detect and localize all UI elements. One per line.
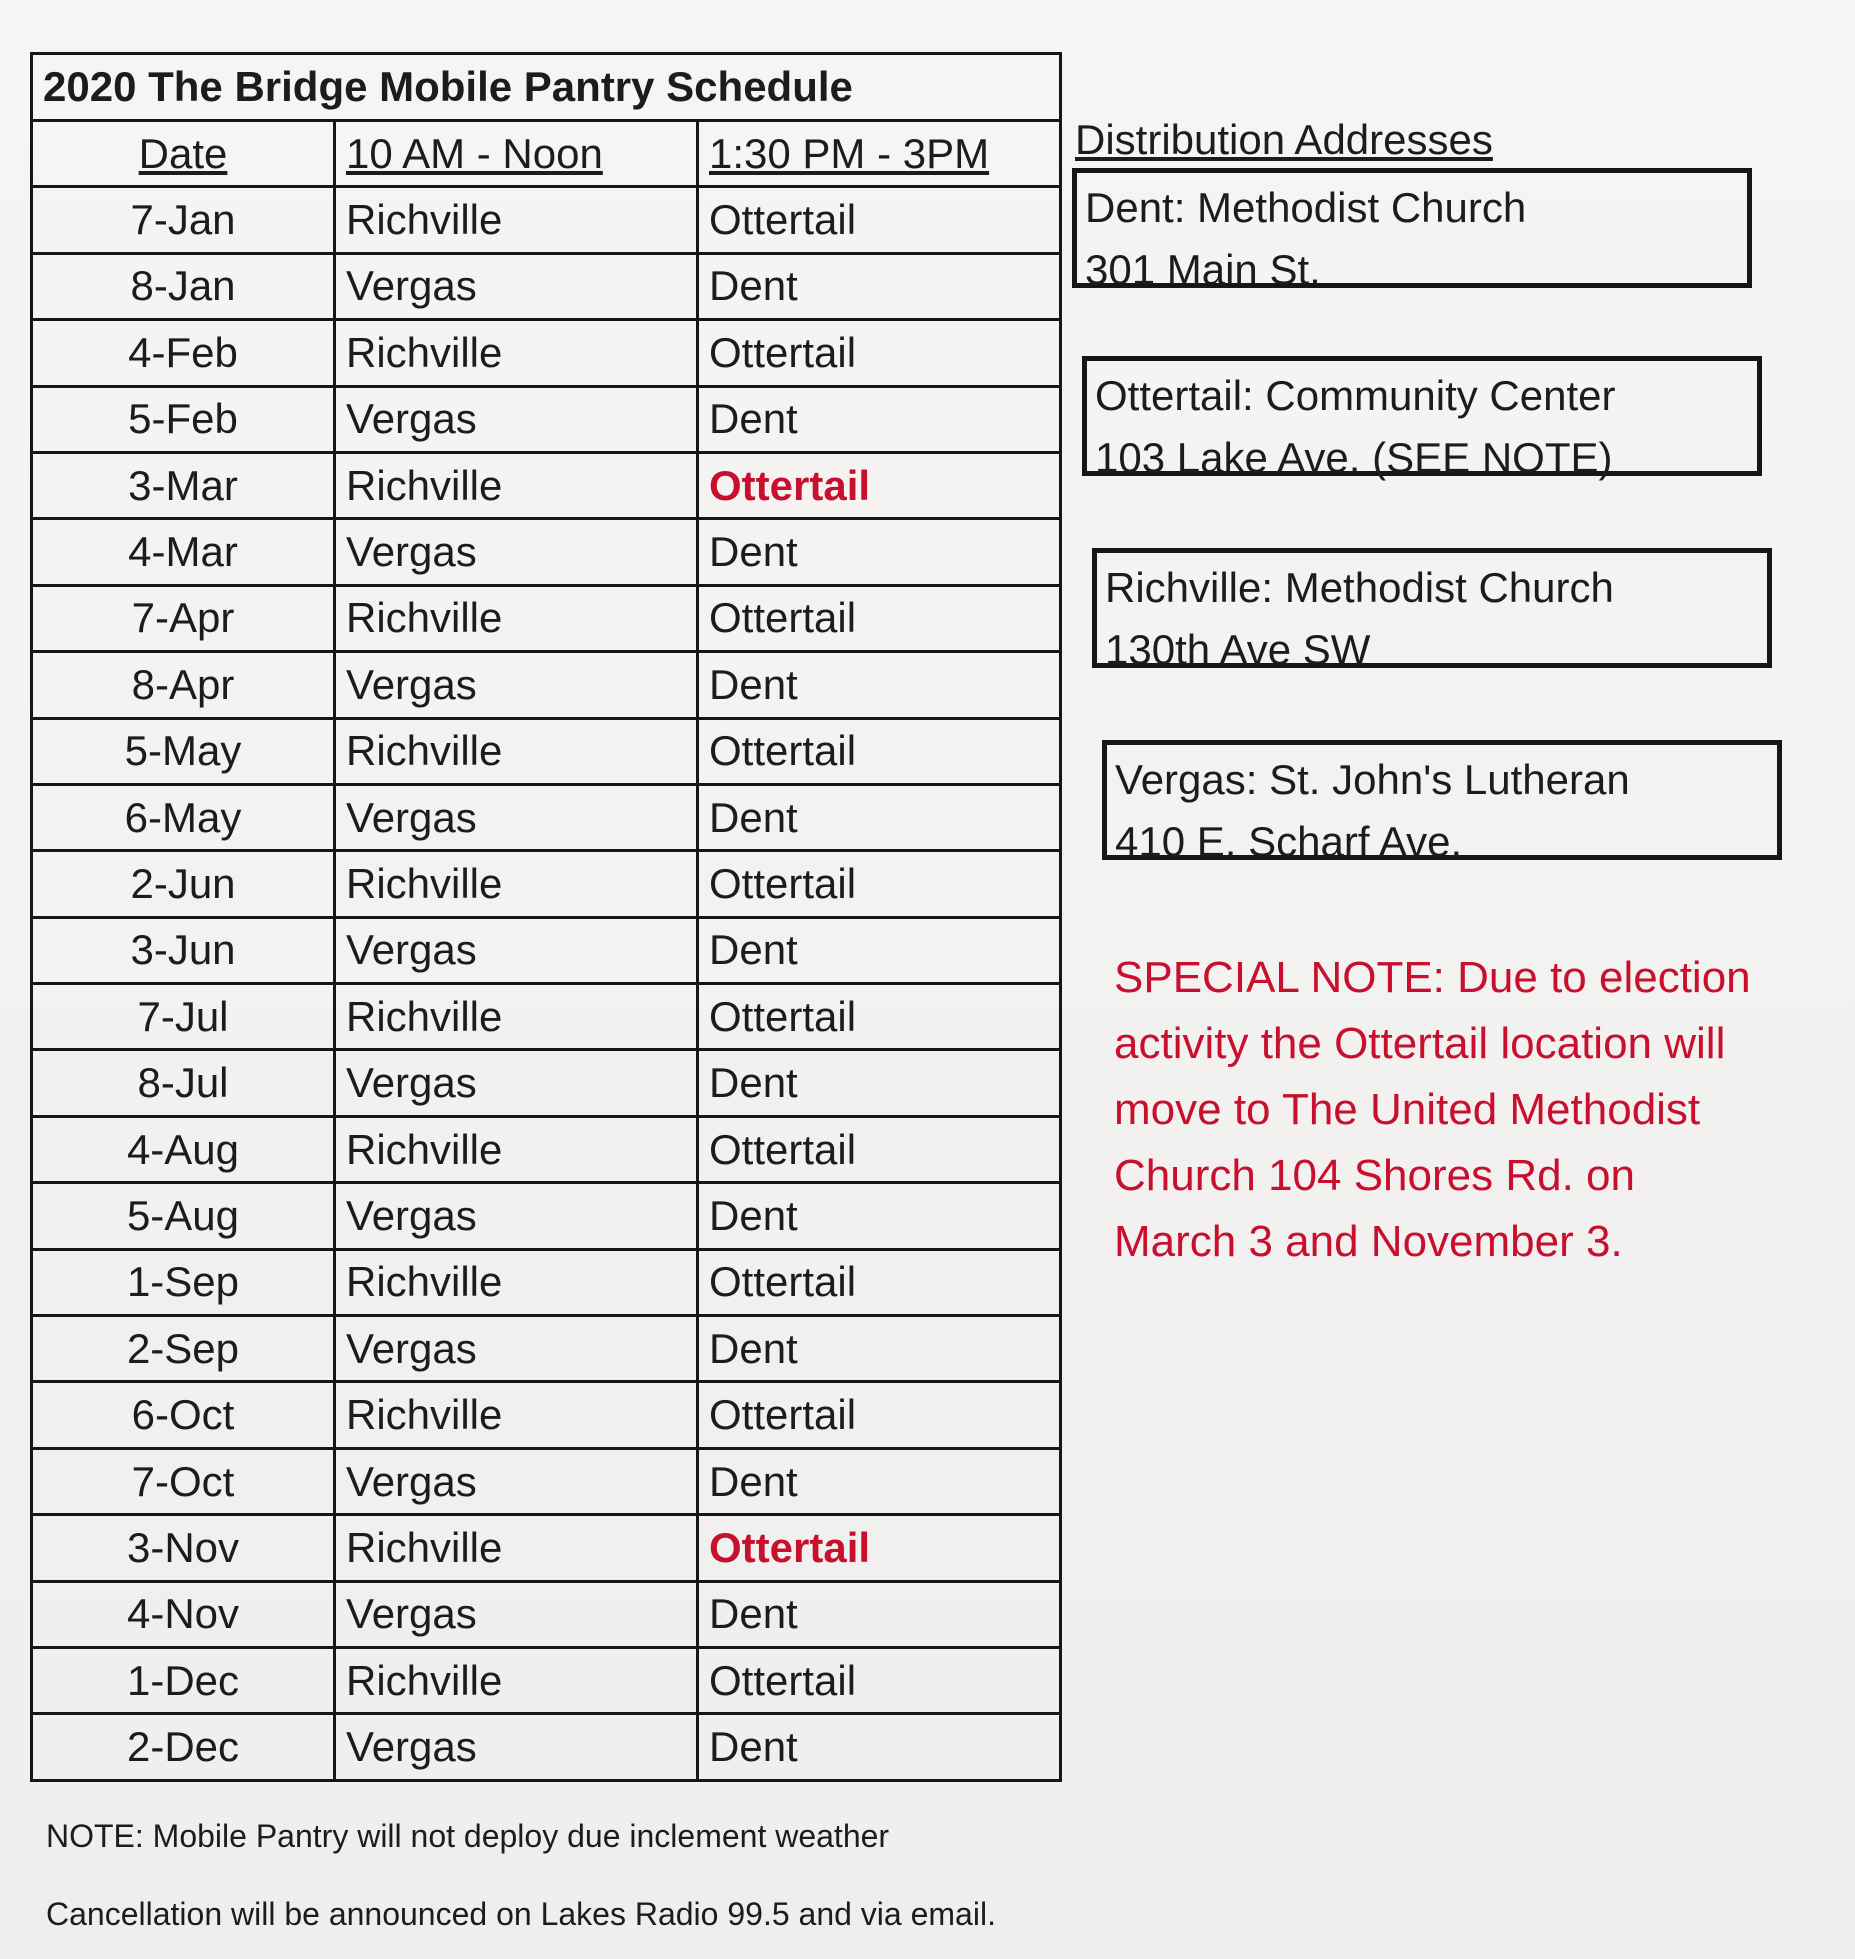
afternoon-location-cell: Dent [698, 1316, 1061, 1382]
morning-column-header: 10 AM - Noon [335, 121, 698, 187]
schedule-row [32, 1515, 1061, 1581]
date-cell: 1-Sep [32, 1249, 335, 1315]
schedule-row [32, 452, 1061, 518]
date-cell: 8-Jul [32, 1050, 335, 1116]
schedule-row [32, 718, 1061, 784]
schedule-row [32, 917, 1061, 983]
morning-location-cell: Vergas [335, 253, 698, 319]
address-line-name: Ottertail: Community Center [1095, 372, 1616, 419]
date-cell: 7-Apr [32, 585, 335, 651]
address-box-dent [1072, 168, 1752, 293]
afternoon-location-cell: Ottertail [698, 1382, 1061, 1448]
schedule-table [30, 52, 1062, 1782]
date-cell: 6-May [32, 784, 335, 850]
morning-location-cell: Richville [335, 984, 698, 1050]
morning-location-cell: Richville [335, 585, 698, 651]
afternoon-location-cell: Ottertail [698, 320, 1061, 386]
schedule-row [32, 253, 1061, 319]
date-cell: 2-Sep [32, 1316, 335, 1382]
morning-location-cell: Vergas [335, 1050, 698, 1116]
addresses-heading: Distribution Addresses [1075, 116, 1493, 163]
afternoon-location-cell: Ottertail [698, 1515, 1061, 1581]
schedule-row [32, 652, 1061, 718]
morning-location-cell: Richville [335, 187, 698, 253]
date-cell: 2-Jun [32, 851, 335, 917]
schedule-row [32, 1382, 1061, 1448]
afternoon-location-cell: Dent [698, 917, 1061, 983]
schedule-row [32, 1714, 1061, 1780]
morning-location-cell: Richville [335, 1647, 698, 1713]
morning-location-cell: Vergas [335, 1714, 698, 1780]
afternoon-location-cell: Dent [698, 253, 1061, 319]
schedule-title: 2020 The Bridge Mobile Pantry Schedule [32, 54, 1061, 121]
schedule-row [32, 1050, 1061, 1116]
afternoon-location-cell: Dent [698, 519, 1061, 585]
morning-location-cell: Richville [335, 1249, 698, 1315]
morning-location-cell: Vergas [335, 1316, 698, 1382]
morning-location-cell: Vergas [335, 519, 698, 585]
date-cell: 2-Dec [32, 1714, 335, 1780]
schedule-row [32, 585, 1061, 651]
afternoon-location-cell: Ottertail [698, 452, 1061, 518]
morning-location-cell: Richville [335, 851, 698, 917]
date-cell: 5-Aug [32, 1183, 335, 1249]
morning-location-cell: Richville [335, 1382, 698, 1448]
afternoon-location-cell: Ottertail [698, 1647, 1061, 1713]
date-cell: 8-Jan [32, 253, 335, 319]
weather-note: NOTE: Mobile Pantry will not deploy due inclement weather [46, 1818, 890, 1854]
schedule-row [32, 1183, 1061, 1249]
special-note: SPECIAL NOTE: Due to election activity the Ottertail location will move to The United Methodist Church 104 Shores Rd. on March 3 and November 3. [1114, 953, 1751, 1266]
schedule-row [32, 1581, 1061, 1647]
date-cell: 5-May [32, 718, 335, 784]
schedule-row [32, 1448, 1061, 1514]
address-line-street: 130th Ave SW [1105, 626, 1371, 673]
afternoon-location-cell: Ottertail [698, 851, 1061, 917]
morning-location-cell: Vergas [335, 1183, 698, 1249]
afternoon-location-cell: Dent [698, 784, 1061, 850]
date-cell: 1-Dec [32, 1647, 335, 1713]
address-box-vergas [1102, 740, 1782, 865]
date-cell: 4-Aug [32, 1116, 335, 1182]
schedule-row [32, 1316, 1061, 1382]
date-cell: 3-Nov [32, 1515, 335, 1581]
afternoon-location-cell: Ottertail [698, 585, 1061, 651]
address-line-name: Richville: Methodist Church [1105, 564, 1614, 611]
afternoon-location-cell: Dent [698, 1050, 1061, 1116]
schedule-row [32, 984, 1061, 1050]
morning-location-cell: Richville [335, 1116, 698, 1182]
address-line-street: 410 E. Scharf Ave. [1115, 818, 1463, 865]
afternoon-location-cell: Ottertail [698, 984, 1061, 1050]
morning-location-cell: Vergas [335, 652, 698, 718]
schedule-row [32, 187, 1061, 253]
schedule-row [32, 320, 1061, 386]
date-cell: 3-Mar [32, 452, 335, 518]
date-cell: 7-Jul [32, 984, 335, 1050]
date-cell: 4-Mar [32, 519, 335, 585]
schedule-row [32, 1116, 1061, 1182]
morning-location-cell: Richville [335, 452, 698, 518]
morning-location-cell: Richville [335, 1515, 698, 1581]
address-line-name: Vergas: St. John's Lutheran [1115, 756, 1630, 803]
address-box-richville [1092, 548, 1772, 673]
address-line-street: 301 Main St. [1085, 246, 1321, 293]
afternoon-location-cell: Dent [698, 1183, 1061, 1249]
morning-location-cell: Vergas [335, 1581, 698, 1647]
morning-location-cell: Vergas [335, 784, 698, 850]
schedule-rows [32, 187, 1061, 1780]
afternoon-location-cell: Ottertail [698, 718, 1061, 784]
afternoon-column-header: 1:30 PM - 3PM [698, 121, 1061, 187]
afternoon-location-cell: Dent [698, 1448, 1061, 1514]
morning-location-cell: Richville [335, 320, 698, 386]
date-cell: 8-Apr [32, 652, 335, 718]
date-cell: 5-Feb [32, 386, 335, 452]
schedule-row [32, 1647, 1061, 1713]
date-column-header: Date [32, 121, 335, 187]
schedule-row [32, 851, 1061, 917]
afternoon-location-cell: Dent [698, 1581, 1061, 1647]
afternoon-location-cell: Dent [698, 1714, 1061, 1780]
afternoon-location-cell: Ottertail [698, 1249, 1061, 1315]
date-cell: 7-Jan [32, 187, 335, 253]
address-box-ottertail [1082, 356, 1762, 481]
schedule-row [32, 1249, 1061, 1315]
morning-location-cell: Vergas [335, 1448, 698, 1514]
schedule-row [32, 386, 1061, 452]
date-cell: 4-Nov [32, 1581, 335, 1647]
morning-location-cell: Richville [335, 718, 698, 784]
schedule-row [32, 519, 1061, 585]
address-line-name: Dent: Methodist Church [1085, 184, 1527, 231]
date-cell: 6-Oct [32, 1382, 335, 1448]
cancellation-note: Cancellation will be announced on Lakes Radio 99.5 and via email. [46, 1896, 996, 1932]
afternoon-location-cell: Ottertail [698, 1116, 1061, 1182]
date-cell: 7-Oct [32, 1448, 335, 1514]
date-cell: 3-Jun [32, 917, 335, 983]
address-line-street: 103 Lake Ave. (SEE NOTE) [1095, 434, 1613, 481]
afternoon-location-cell: Dent [698, 386, 1061, 452]
afternoon-location-cell: Ottertail [698, 187, 1061, 253]
date-cell: 4-Feb [32, 320, 335, 386]
schedule-row [32, 784, 1061, 850]
morning-location-cell: Vergas [335, 386, 698, 452]
morning-location-cell: Vergas [335, 917, 698, 983]
afternoon-location-cell: Dent [698, 652, 1061, 718]
